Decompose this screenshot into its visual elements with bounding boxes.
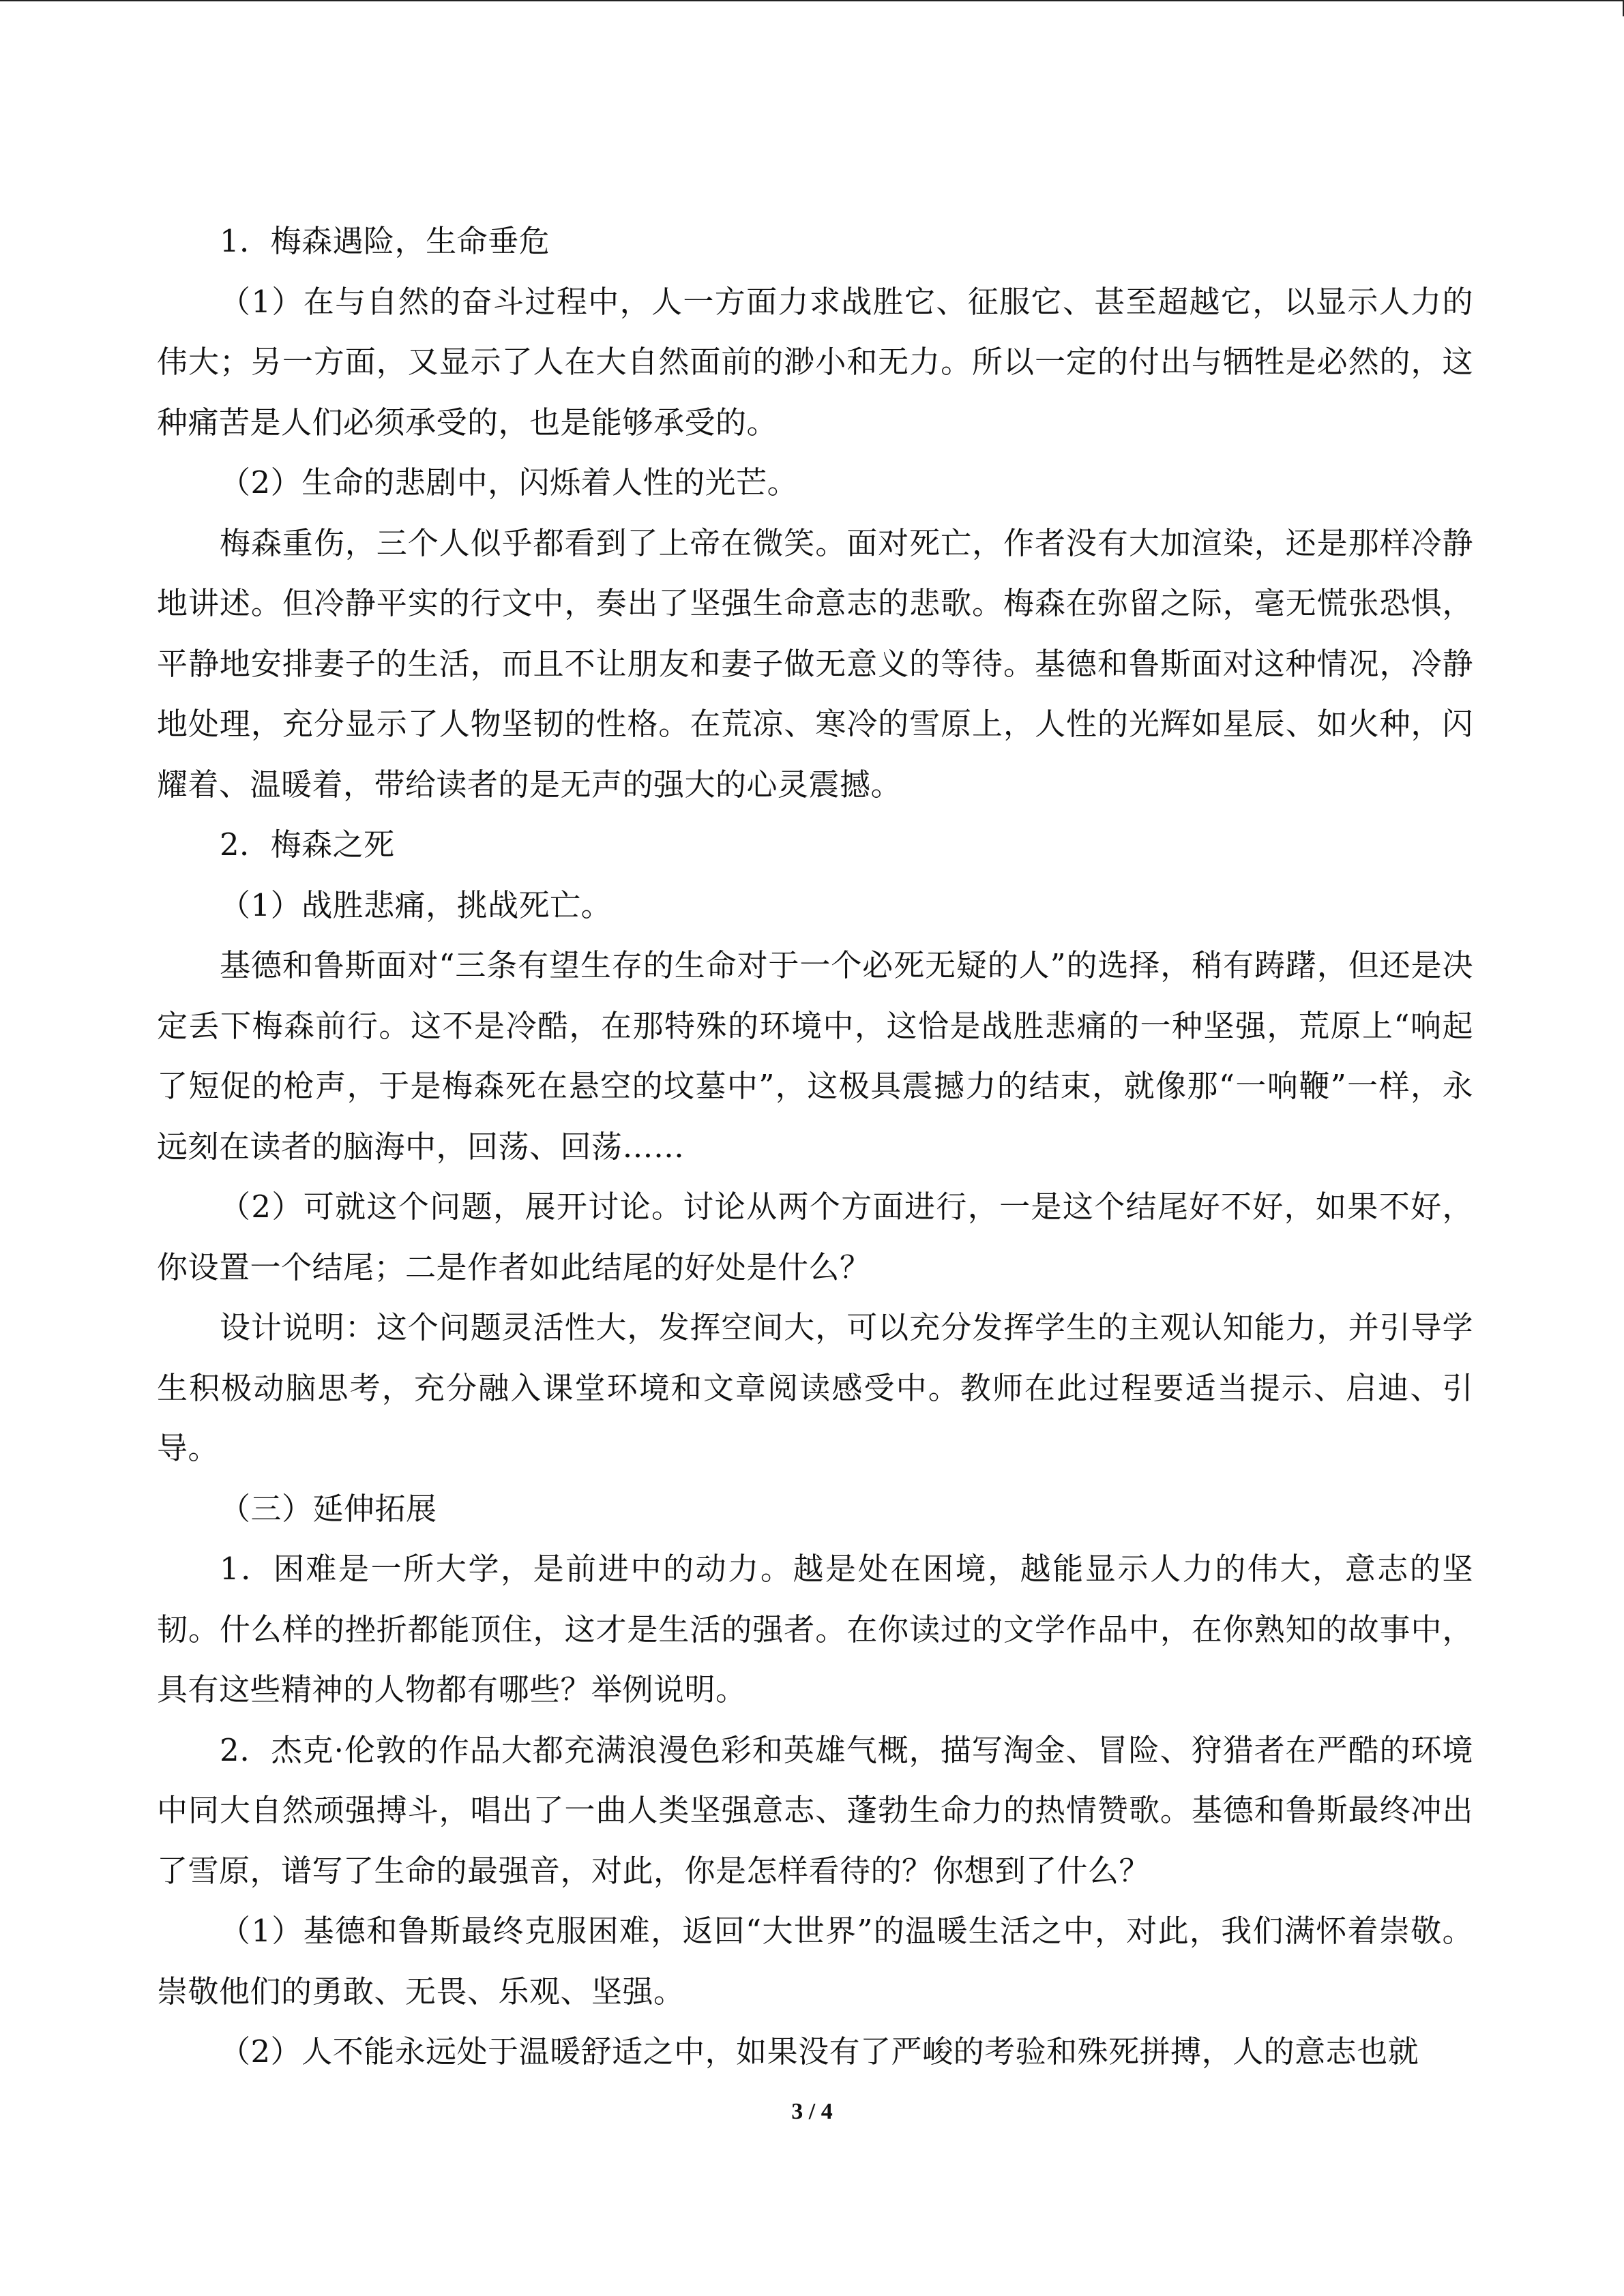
document-body <box>157 211 1473 2083</box>
paragraph: （2）生命的悲剧中，闪烁着人性的光芒。 <box>220 464 799 501</box>
paragraph: 基德和鲁斯面对“三条有望生存的生命对于一个必死无疑的人”的选择，稍有踌躇，但还是决定丢下梅森前行。这不是冷酷，在那特殊的环境中，这恰是战胜悲痛的一种坚强，荒原上“响起了短促的枪声，于是梅森死在悬空的坟墓中”，这极具震撼力的结束，就像那“一响鞭”一样，永远刻在读者的脑海中，回荡、回荡…… <box>157 947 1473 1165</box>
top-border-line <box>0 0 1624 1</box>
paragraph: （2）人不能永远处于温暖舒适之中，如果没有了严峻的考验和殊死拼搏，人的意志也就 <box>220 2033 1419 2070</box>
paragraph: （1）基德和鲁斯最终克服困难，返回“大世界”的温暖生活之中，对此，我们满怀着崇敬。崇敬他们的勇敢、无畏、乐观、坚强。 <box>157 1913 1473 2010</box>
paragraph: 2．杰克·伦敦的作品大都充满浪漫色彩和英雄气概，描写淘金、冒险、狩猎者在严酷的环境中同大自然顽强搏斗，唱出了一曲人类坚强意志、蓬勃生命力的热情赞歌。基德和鲁斯最终冲出了雪原，谱写了生命的最强音，对此，你是怎样看待的？你想到了什么？ <box>157 1731 1473 1889</box>
paragraph: 梅森重伤，三个人似乎都看到了上帝在微笑。面对死亡，作者没有大加渲染，还是那样冷静地讲述。但冷静平实的行文中，奏出了坚强生命意志的悲歌。梅森在弥留之际，毫无慌张恐惧，平静地安排妻子的生活，而且不让朋友和妻子做无意义的等待。基德和鲁斯面对这种情况，冷静地处理，充分显示了人物坚韧的性格。在荒凉、寒冷的雪原上，人性的光辉如星辰、如火种，闪耀着、温暖着，带给读者的是无声的强大的心灵震撼。 <box>157 524 1473 803</box>
paragraph: （2）可就这个问题，展开讨论。讨论从两个方面进行，一是这个结尾好不好，如果不好，你设置一个结尾；二是作者如此结尾的好处是什么？ <box>157 1189 1473 1285</box>
section-heading-3: （三）延伸拓展 <box>220 1490 437 1527</box>
paragraph: 1．困难是一所大学，是前进中的动力。越是处在困境，越能显示人力的伟大，意志的坚韧。什么样的挫折都能顶住，这才是生活的强者。在你读过的文学作品中，在你熟知的故事中，具有这些精神的人物都有哪些？举例说明。 <box>157 1551 1473 1708</box>
section-heading-2: 2．梅森之死 <box>220 826 395 863</box>
design-note-paragraph: 设计说明：这个问题灵活性大，发挥空间大，可以充分发挥学生的主观认知能力，并引导学生积极动脑思考，充分融入课堂环境和文章阅读感受中。教师在此过程要适当提示、启迪、引导。 <box>157 1309 1473 1466</box>
section-heading-1: 1．梅森遇险，生命垂危 <box>220 223 550 259</box>
page-number: 3 / 4 <box>791 2099 833 2124</box>
paragraph: （1）在与自然的奋斗过程中，人一方面力求战胜它、征服它、甚至超越它，以显示人力的伟大；另一方面，又显示了人在大自然面前的渺小和无力。所以一定的付出与牺牲是必然的，这种痛苦是人们必须承受的，也是能够承受的。 <box>157 283 1473 441</box>
paragraph: （1）战胜悲痛，挑战死亡。 <box>220 886 612 923</box>
